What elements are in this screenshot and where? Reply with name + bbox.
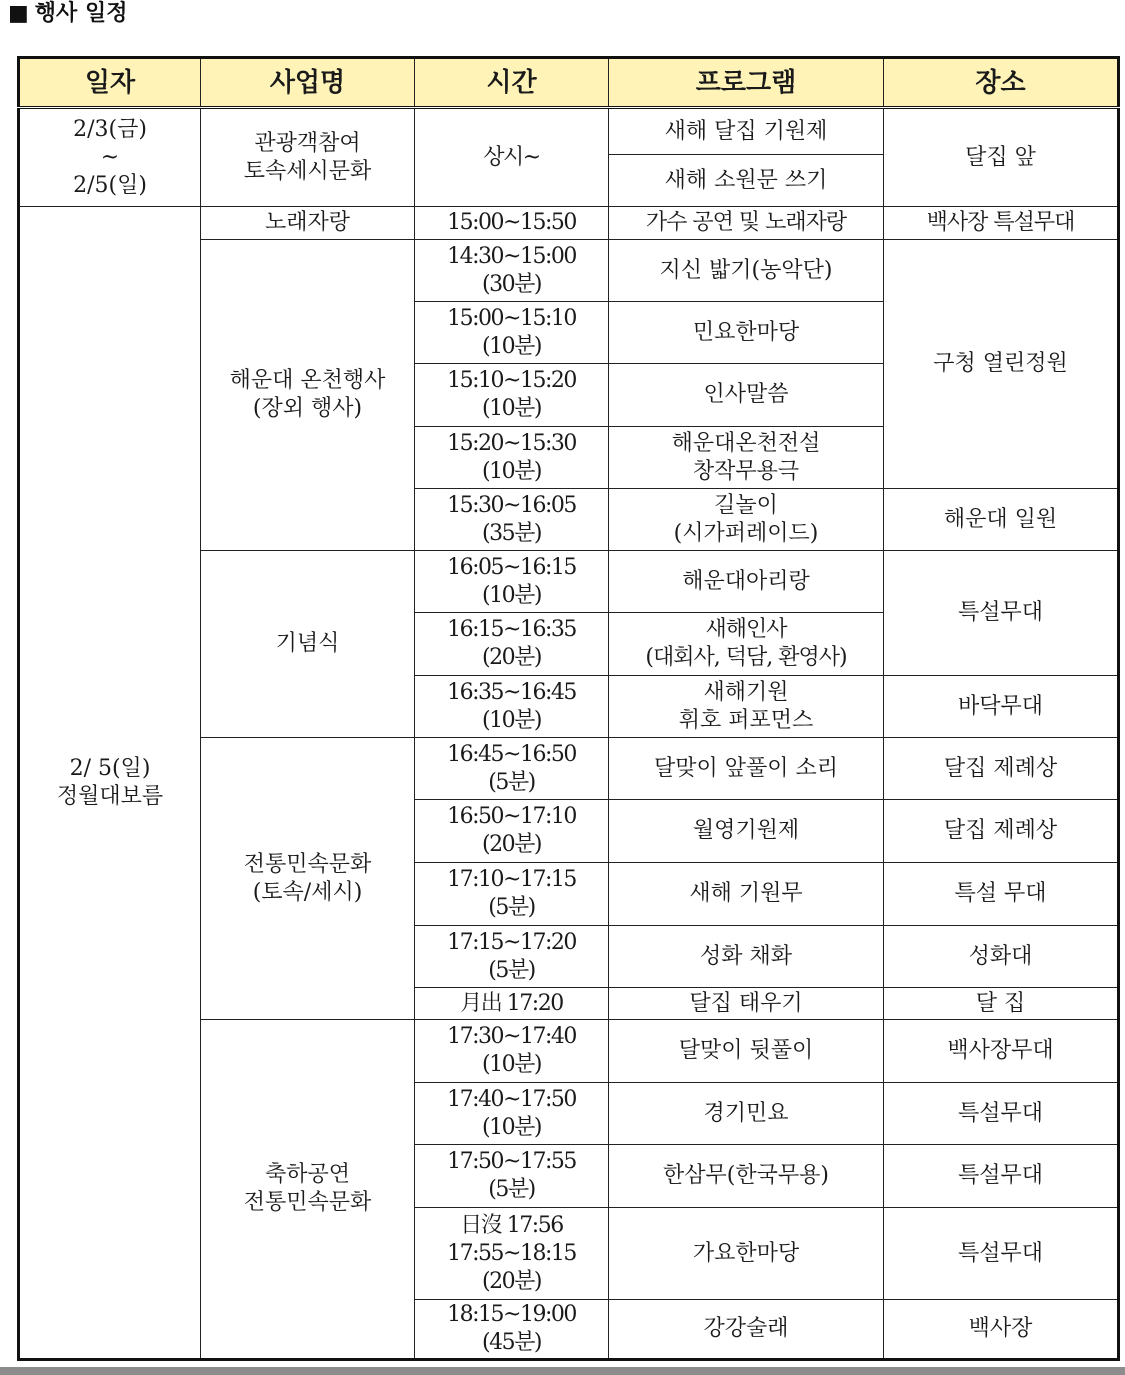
table-row: [19, 108, 1119, 155]
header-time: 시간: [415, 58, 609, 108]
time-cell: 15:20~15:30 (10분): [415, 427, 609, 489]
time-cell: 月出 17:20: [415, 988, 609, 1020]
header-program: 프로그램: [609, 58, 884, 108]
section-heading: [8, 0, 127, 30]
time-cell: 17:30~17:40 (10분): [415, 1020, 609, 1083]
business-cell: 기념식: [201, 551, 415, 738]
time-cell: 15:00~15:10 (10분): [415, 302, 609, 364]
program-cell: 한삼무(한국무용): [609, 1145, 884, 1208]
program-cell: 새해 기원무: [609, 863, 884, 926]
time-cell: 17:15~17:20 (5분): [415, 926, 609, 988]
header-place: 장소: [884, 58, 1119, 108]
program-cell: 새해 소원문 쓰기: [609, 155, 884, 207]
place-cell: 달집 앞: [884, 108, 1119, 207]
program-cell: 강강술래: [609, 1300, 884, 1360]
program-cell: 해운대아리랑: [609, 551, 884, 613]
program-cell: 해운대온천전설 창작무용극: [609, 427, 884, 489]
place-cell: 구청 열린정원: [884, 240, 1119, 489]
place-cell: 백사장무대: [884, 1020, 1119, 1083]
business-cell: 축하공연 전통민속문화: [201, 1020, 415, 1360]
time-cell: 15:10~15:20 (10분): [415, 364, 609, 427]
program-cell: 달집 태우기: [609, 988, 884, 1020]
time-cell: 14:30~15:00 (30분): [415, 240, 609, 302]
program-cell: 성화 채화: [609, 926, 884, 988]
date-cell: 2/3(금) ~ 2/5(일): [19, 108, 201, 207]
place-cell: 바닥무대: [884, 676, 1119, 738]
time-cell: 상시~: [415, 108, 609, 207]
event-schedule-table: [17, 56, 1120, 1361]
program-cell: 지신 밟기(농악단): [609, 240, 884, 302]
section-title: 행사 일정: [34, 1, 128, 26]
program-cell: 가요한마당: [609, 1208, 884, 1300]
time-cell: 17:40~17:50 (10분): [415, 1083, 609, 1145]
place-cell: 특설무대: [884, 1145, 1119, 1208]
place-cell: 백사장: [884, 1300, 1119, 1360]
business-cell: 노래자랑: [201, 207, 415, 240]
program-cell: 민요한마당: [609, 302, 884, 364]
time-cell: 15:00~15:50: [415, 207, 609, 240]
time-cell: 日沒 17:56 17:55~18:15 (20분): [415, 1208, 609, 1300]
program-cell: 가수 공연 및 노래자랑: [609, 207, 884, 240]
time-cell: 15:30~16:05 (35분): [415, 489, 609, 551]
date-cell: 2/ 5(일) 정월대보름: [19, 207, 201, 1360]
program-cell: 경기민요: [609, 1083, 884, 1145]
header-business: 사업명: [201, 58, 415, 108]
program-cell: 새해인사 (대회사, 덕담, 환영사): [609, 613, 884, 676]
business-cell: 관광객참여 토속세시문화: [201, 108, 415, 207]
place-cell: 달집 제례상: [884, 738, 1119, 800]
program-cell: 길놀이 (시가퍼레이드): [609, 489, 884, 551]
time-cell: 16:15~16:35 (20분): [415, 613, 609, 676]
program-cell: 새해 달집 기원제: [609, 108, 884, 155]
header-date: 일자: [19, 58, 201, 108]
time-cell: 17:50~17:55 (5분): [415, 1145, 609, 1208]
place-cell: 특설무대: [884, 1208, 1119, 1300]
time-cell: 16:45~16:50 (5분): [415, 738, 609, 800]
time-cell: 17:10~17:15 (5분): [415, 863, 609, 926]
program-cell: 새해기원 휘호 퍼포먼스: [609, 676, 884, 738]
table-row: [19, 207, 1119, 240]
business-cell: 해운대 온천행사 (장외 행사): [201, 240, 415, 551]
program-cell: 월영기원제: [609, 800, 884, 863]
place-cell: 특설무대: [884, 1083, 1119, 1145]
place-cell: 해운대 일원: [884, 489, 1119, 551]
program-cell: 달맞이 뒷풀이: [609, 1020, 884, 1083]
program-cell: 달맞이 앞풀이 소리: [609, 738, 884, 800]
time-cell: 18:15~19:00 (45분): [415, 1300, 609, 1360]
place-cell: 성화대: [884, 926, 1119, 988]
time-cell: 16:50~17:10 (20분): [415, 800, 609, 863]
bottom-scroll-edge: [0, 1367, 1125, 1375]
business-cell: 전통민속문화 (토속/세시): [201, 738, 415, 1020]
place-cell: 백사장 특설무대: [884, 207, 1119, 240]
table-header-row: [19, 58, 1119, 108]
place-cell: 달 집: [884, 988, 1119, 1020]
time-cell: 16:35~16:45 (10분): [415, 676, 609, 738]
program-cell: 인사말씀: [609, 364, 884, 427]
square-bullet-icon: ■: [8, 1, 29, 26]
place-cell: 특설무대: [884, 551, 1119, 676]
place-cell: 특설 무대: [884, 863, 1119, 926]
time-cell: 16:05~16:15 (10분): [415, 551, 609, 613]
place-cell: 달집 제례상: [884, 800, 1119, 863]
